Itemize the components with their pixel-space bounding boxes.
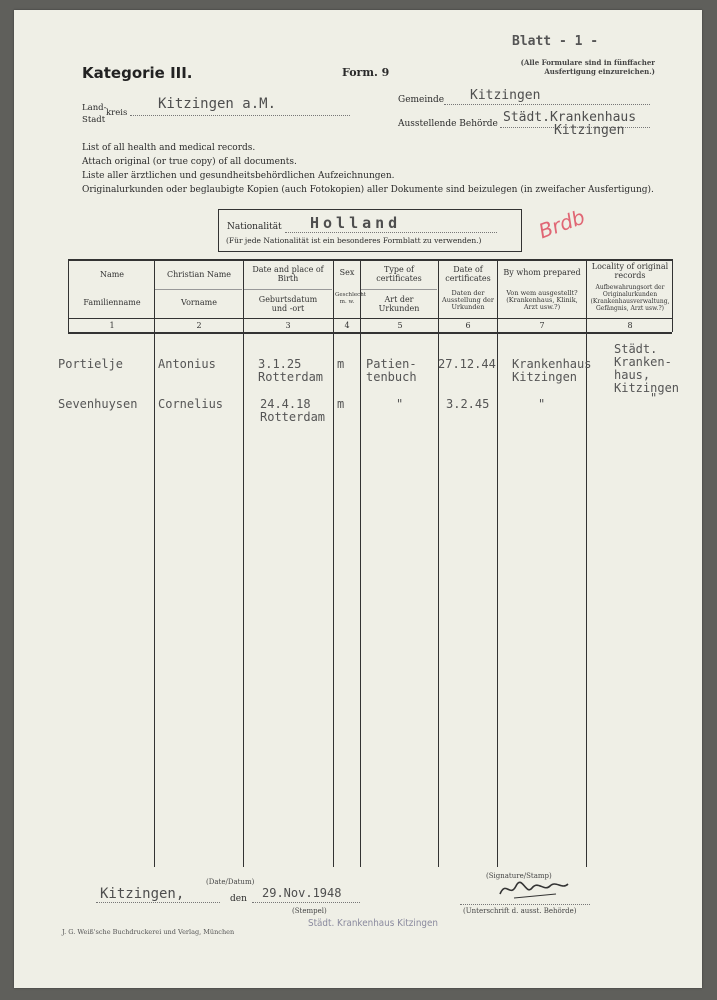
col-num-7: 7 bbox=[539, 321, 545, 330]
handwritten-annotation: Brdb bbox=[535, 204, 589, 244]
row1-sex: m bbox=[337, 357, 345, 371]
category-title: Kategorie III. bbox=[82, 64, 193, 82]
row2-type: " bbox=[396, 397, 404, 411]
col-num-5: 5 bbox=[397, 321, 403, 330]
col-num-1: 1 bbox=[109, 321, 115, 330]
col-header-christian: Christian Name bbox=[166, 270, 232, 279]
place-value: Kitzingen, bbox=[100, 886, 185, 902]
row2-date: 3.2.45 bbox=[446, 397, 490, 411]
stamp-label: (Stempel) bbox=[292, 907, 327, 915]
authority-value-1: Städt.Krankenhaus bbox=[503, 110, 637, 125]
col-header-sex-de: Geschlecht m. w. bbox=[335, 292, 366, 305]
institution-stamp: Städt. Krankenhaus Kitzingen bbox=[308, 918, 439, 929]
col-header-locality-de: Aufbewahrungsort der Originalurkunden (Krankenhausverwaltung, Gefängnis, Arzt usw.?) bbox=[590, 284, 670, 312]
col-header-birth: Date and place of Birth bbox=[252, 265, 324, 283]
printer-imprint: J. G. Weiß'sche Buchdruckerei und Verlag, München bbox=[62, 928, 235, 936]
row1-locality: Städt. Kranken- haus, Kitzingen bbox=[614, 342, 680, 395]
date-label: (Date/Datum) bbox=[206, 878, 255, 886]
signature-caption: (Unterschrift d. ausst. Behörde) bbox=[463, 907, 577, 915]
stadt-label: Stadt bbox=[82, 115, 106, 125]
col-header-name-de: Familienname bbox=[83, 298, 141, 307]
col-header-date: Date of certificates bbox=[445, 265, 491, 283]
col-header-name: Name bbox=[99, 270, 125, 279]
date-value: 29.Nov.1948 bbox=[262, 886, 342, 900]
table-top-border bbox=[68, 259, 672, 261]
row2-by: " bbox=[538, 397, 546, 411]
col-header-sex: Sex bbox=[339, 268, 355, 277]
signature-label: (Signature/Stamp) bbox=[486, 872, 552, 880]
den-label: den bbox=[230, 894, 247, 904]
col-num-8: 8 bbox=[627, 321, 633, 330]
instructions: List of all health and medical records. Attach original (or true copy) of all documents. Liste aller ärztlichen und gesundheitsbehördlichen Aufzeichnungen. Originalurkunden oder beglaubigte Kopien (auch Fotokopien) aller Dokumente sind beizulegen (in zweifacher Ausfertigung). bbox=[82, 143, 654, 195]
row1-christian: Antonius bbox=[158, 357, 216, 371]
col-num-2: 2 bbox=[196, 321, 202, 330]
kreis-value: Kitzingen a.M. bbox=[158, 96, 277, 112]
kreis-label: kreis bbox=[106, 108, 128, 118]
row2-christian: Cornelius bbox=[158, 397, 224, 411]
row2-sex: m bbox=[337, 397, 345, 411]
gemeinde-label: Gemeinde bbox=[398, 95, 445, 105]
land-label: Land- bbox=[82, 103, 107, 113]
row1-name: Portielje bbox=[58, 357, 124, 371]
col-header-type: Type of certificates bbox=[376, 265, 422, 283]
row1-birth: 3.1.25 Rotterdam bbox=[258, 357, 324, 384]
col-num-3: 3 bbox=[285, 321, 291, 330]
col-header-birth-de: Geburtsdatum und -ort bbox=[258, 295, 318, 313]
col-num-6: 6 bbox=[465, 321, 471, 330]
form-number: Form. 9 bbox=[342, 66, 390, 79]
signature-scribble bbox=[496, 876, 572, 904]
nationality-value: Holland bbox=[310, 214, 402, 232]
col-header-by: By whom prepared bbox=[503, 268, 581, 277]
col-header-christian-de: Vorname bbox=[181, 298, 217, 307]
row2-birth: 24.4.18 Rotterdam bbox=[260, 397, 326, 424]
nationality-note: (Für jede Nationalität ist ein besonderes Formblatt zu verwenden.) bbox=[226, 236, 482, 245]
row2-locality: " bbox=[650, 391, 658, 405]
gemeinde-value: Kitzingen bbox=[470, 88, 541, 103]
col-header-type-de: Art der Urkunden bbox=[378, 295, 420, 313]
col-header-locality: Locality of original records bbox=[591, 262, 669, 280]
nationality-label: Nationalität bbox=[227, 222, 282, 232]
authority-value-2: Kitzingen bbox=[554, 123, 625, 138]
copies-note: (Alle Formulare sind in fünffacher Ausfertigung einzureichen.) bbox=[520, 58, 655, 76]
col-header-by-de: Von wem ausgestellt? (Krankenhaus, Klinik, Arzt usw.?) bbox=[506, 289, 578, 311]
row1-date: 27.12.44 bbox=[438, 357, 496, 371]
row2-name: Sevenhuysen bbox=[58, 397, 138, 411]
authority-label: Ausstellende Behörde bbox=[398, 119, 498, 129]
col-num-4: 4 bbox=[344, 321, 350, 330]
sheet-number: Blatt - 1 - bbox=[512, 34, 599, 49]
row1-by: Krankenhaus Kitzingen bbox=[512, 357, 592, 384]
col-header-date-de: Daten der Ausstellung der Urkunden bbox=[442, 289, 494, 311]
row1-type: Patien- tenbuch bbox=[366, 357, 417, 384]
